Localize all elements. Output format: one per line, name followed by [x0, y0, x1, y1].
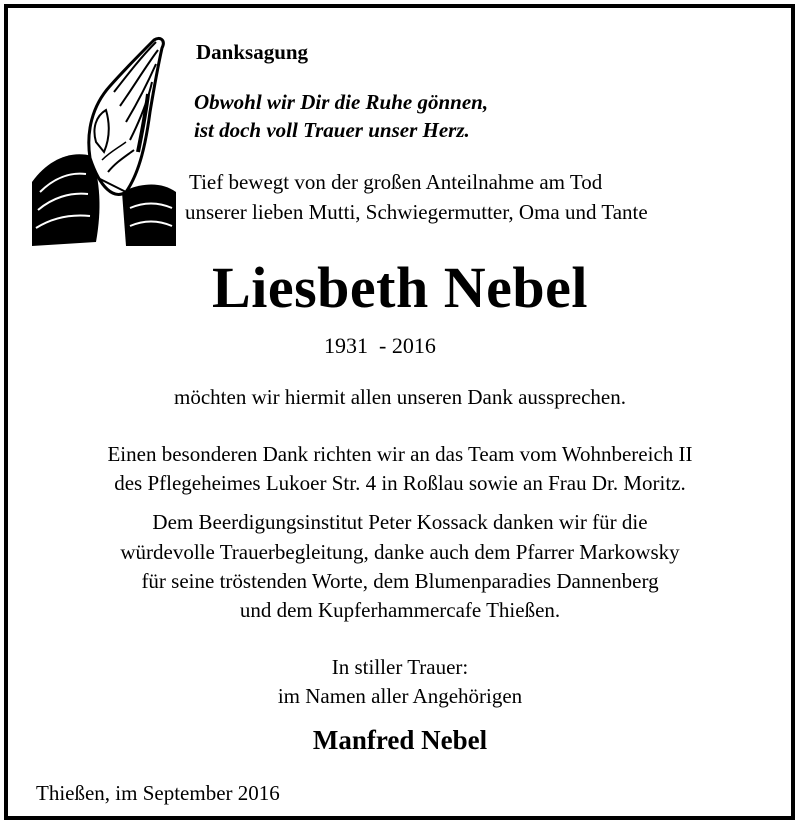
praying-hands-icon	[30, 32, 178, 246]
intro-line-1: Tief bewegt von der großen Anteilnahme am Tod	[189, 170, 603, 194]
thanks-line: möchten wir hiermit allen unseren Dank aussprechen.	[174, 385, 626, 409]
place-date: Thießen, im September 2016	[36, 781, 280, 805]
life-dates: 1931 - 2016	[324, 333, 436, 358]
mourning-line-2: im Namen aller Angehörigen	[277, 684, 523, 708]
verse-line-1: Obwohl wir Dir die Ruhe gönnen,	[194, 90, 489, 114]
deceased-name: Liesbeth Nebel	[212, 255, 588, 320]
verse-line-2: ist doch voll Trauer unser Herz.	[194, 118, 470, 142]
special-thanks-line-2: des Pflegeheimes Lukoer Str. 4 in Roßlau sowie an Frau Dr. Moritz.	[114, 471, 686, 495]
notice-heading: Danksagung	[196, 40, 309, 64]
further-thanks-line-2: würdevolle Trauerbegleitung, danke auch dem Pfarrer Markowsky	[120, 540, 680, 564]
special-thanks-line-1: Einen besonderen Dank richten wir an das Team vom Wohnbereich II	[107, 442, 693, 466]
further-thanks-line-3: für seine tröstenden Worte, dem Blumenparadies Dannenberg	[141, 569, 659, 593]
mourning-line-1: In stiller Trauer:	[331, 655, 469, 679]
intro-line-2: unserer lieben Mutti, Schwiegermutter, Oma und Tante	[185, 200, 648, 224]
further-thanks-line-4: und dem Kupferhammercafe Thießen.	[239, 598, 561, 622]
further-thanks-line-1: Dem Beerdigungsinstitut Peter Kossack danken wir für die	[152, 510, 648, 534]
signature-name: Manfred Nebel	[312, 725, 488, 755]
